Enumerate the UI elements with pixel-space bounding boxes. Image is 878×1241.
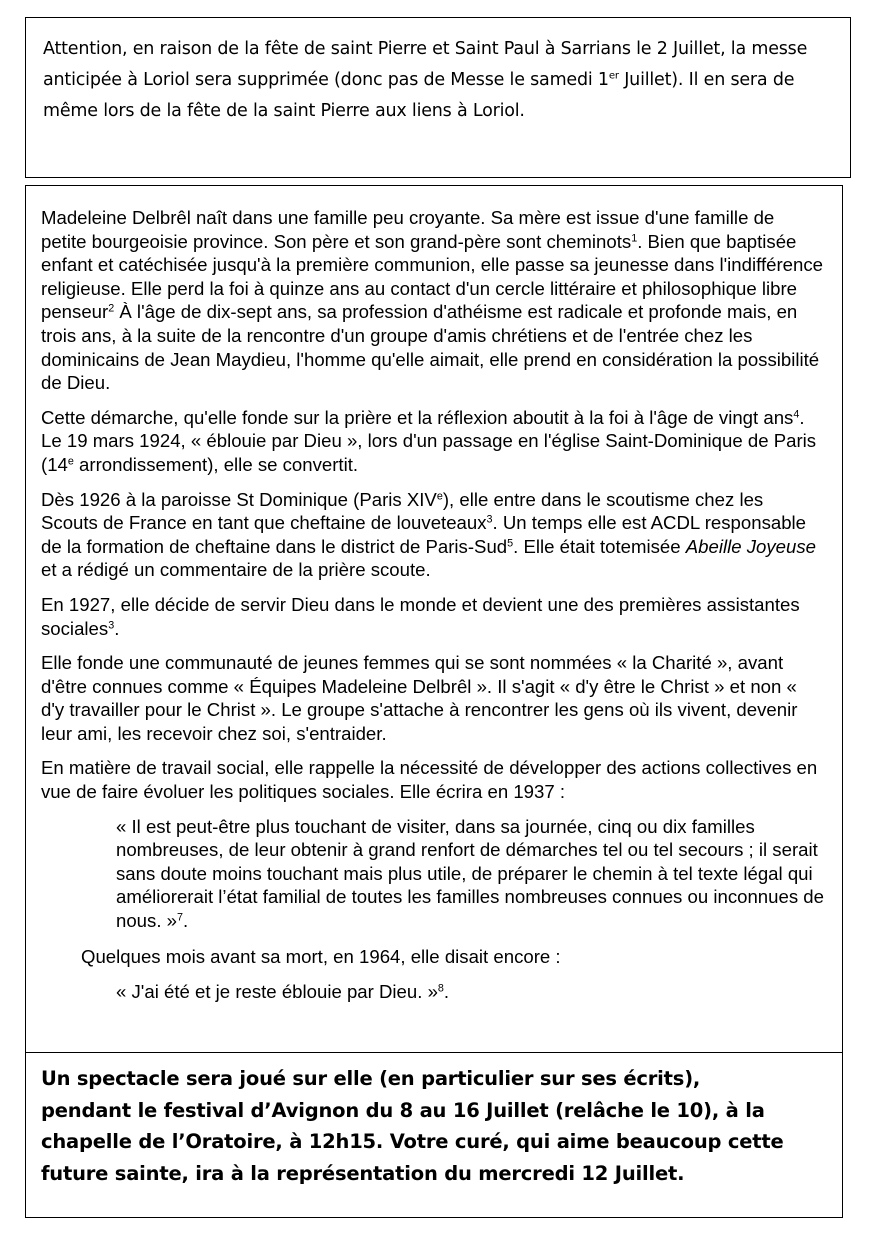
bio-paragraph-7: Quelques mois avant sa mort, en 1964, elle disait encore :: [81, 945, 561, 967]
superscript: er: [608, 70, 619, 82]
notice-box: [25, 17, 851, 178]
event-line-2: pendant le festival d’Avignon du 8 au 16 Juillet (relâche le 10), à la: [41, 1098, 765, 1122]
notice-text-part: Juillet). Il en sera de même lors de la fête de la saint Pierre aux liens à Loriol.: [43, 70, 795, 121]
quote-2: [116, 980, 824, 1004]
text-span: Dès 1926 à la paroisse St Dominique (Paris XIV: [41, 488, 437, 510]
text-span: .: [443, 981, 450, 1003]
event-announcement-box: [25, 1052, 843, 1218]
notice-text-part: Attention, en raison de la fête de saint Pierre et Saint Paul à Sarrians le 2 Juillet, la messe anticipée à Loriol sera supprimée (donc pas de Messe le samedi 1: [43, 39, 808, 90]
bio-paragraph-3: [41, 488, 824, 582]
quote-1: [116, 815, 824, 933]
superscript: e: [436, 489, 443, 502]
event-line-4: future sainte, ira à la représentation du mercredi 12 Juillet.: [41, 1161, 685, 1185]
text-span: En 1927, elle décide de servir Dieu dans le monde et devient une des premières assistantes sociales: [41, 593, 800, 639]
text-span: « J'ai été et je reste éblouie par Dieu. »: [116, 981, 438, 1003]
bio-paragraph-4: [41, 593, 824, 640]
footnote-ref: 8: [437, 982, 444, 995]
event-line-3: chapelle de l’Oratoire, à 12h15. Votre curé, qui aime beaucoup cette: [41, 1130, 784, 1153]
footnote-ref: 5: [507, 537, 514, 550]
footnote-ref: 3: [108, 618, 115, 631]
text-span: . Le 19 mars 1924, « éblouie par Dieu », lors d'un passage en l'église Saint-Dominique de Paris (14: [41, 406, 817, 475]
footnote-ref: 7: [177, 911, 183, 924]
text-span: Cette démarche, qu'elle fonde sur la prière et la réflexion aboutit à la foi à l'âge de vingt ans: [41, 406, 794, 428]
text-span: À l'âge de dix-sept ans, sa profession d'athéisme est radicale et profonde mais, en trois ans, à la suite de la rencontre d'un groupe d'amis chrétiens et de l'entrée chez les dominicains de Jean Maydieu, l'homme qu'elle aimait, elle prend en considération la possibilité de Dieu.: [41, 301, 820, 394]
footnote-ref: 1: [631, 231, 638, 244]
bio-paragraph-5: Elle fonde une communauté de jeunes femmes qui se sont nommées « la Charité », avant d'être connues comme « Équipes Madeleine Delbrêl ». Il s'agit « d'y être le Christ » et non « d'y travailler pour le Christ ». Le groupe s'attache à rencontrer les gens où ils vivent, devenir leur ami, les recevoir chez soi, s'entraider.: [41, 652, 798, 744]
footnote-ref: 4: [793, 408, 800, 421]
text-span: . Bien que baptisée enfant et catéchisée jusqu'à la première communion, elle passe sa jeunesse dans l'indifférence religieuse. Elle perd la foi à quinze ans au contact d'un cercle littéraire et philosophique libre penseur: [41, 230, 823, 323]
text-span: arrondissement), elle se convertit.: [73, 453, 359, 475]
text-span: . Elle était totemisée: [513, 535, 686, 557]
bio-paragraph-1: [41, 206, 824, 395]
bio-paragraph-6: En matière de travail social, elle rappelle la nécessité de développer des actions collectives en vue de faire évoluer les politiques sociales. Elle écrira en 1937 :: [41, 757, 818, 803]
text-span: .: [183, 910, 189, 932]
notice-text: [43, 34, 832, 127]
event-line-1: Un spectacle sera joué sur elle (en particulier sur ses écrits),: [41, 1067, 701, 1090]
superscript: e: [67, 455, 74, 468]
text-span: .: [114, 617, 120, 639]
text-span: ), elle entre dans le scoutisme chez les Scouts de France en tant que cheftaine de louveteaux: [41, 488, 764, 534]
bio-paragraph-2: [41, 406, 824, 477]
text-span: et a rédigé un commentaire de la prière scoute.: [41, 559, 431, 581]
footnote-ref: 2: [108, 302, 115, 315]
text-span: « Il est peut-être plus touchant de visiter, dans sa journée, cinq ou dix familles nombreuses, de leur obtenir à grand renfort de démarches tel ou tel secours ; il serait sans doute moins touchant mais plus utile, de préparer le chemin à tel texte légal qui améliorerait l’état familial de toutes les familles nombreuses connues ou inconnues de nous. »: [116, 815, 824, 932]
biography-box: [25, 185, 843, 1053]
text-span: Madeleine Delbrêl naît dans une famille peu croyante. Sa mère est issue d'une famille de petite bourgeoisie province. Son père et son grand-père sont cheminots: [41, 207, 775, 252]
text-span: . Un temps elle est ACDL responsable de la formation de cheftaine dans le district de Paris-Sud: [41, 512, 807, 557]
footnote-ref: 3: [486, 513, 493, 526]
totem-name: Abeille Joyeuse: [685, 535, 816, 557]
